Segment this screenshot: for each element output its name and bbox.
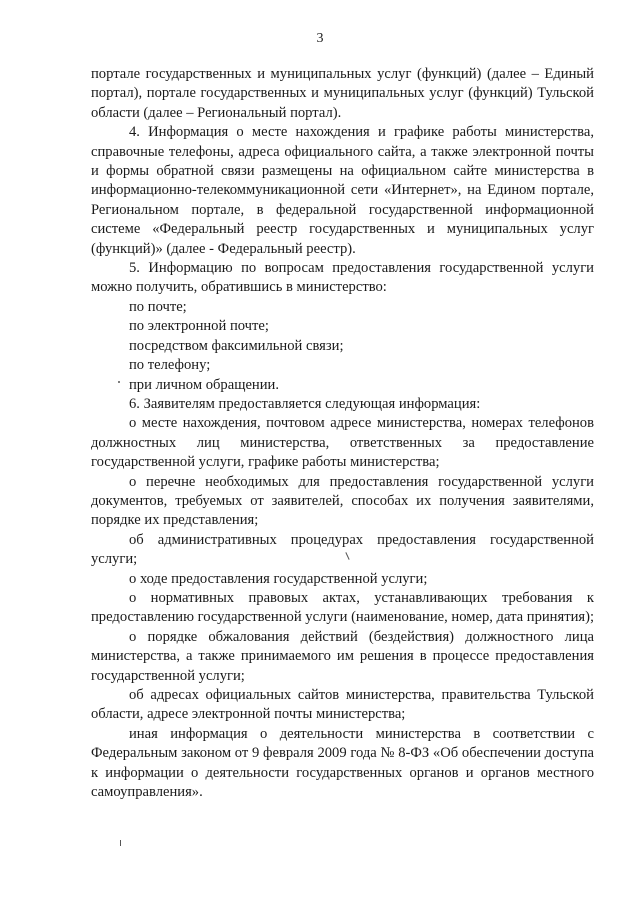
list-item: при личном обращении. — [129, 376, 279, 393]
paragraph: о перечне необходимых для предоставления государственной услуги документов, требуемых от заявителей, способах их получения заявителями, порядке их представления; — [91, 473, 594, 529]
scan-speck — [118, 381, 120, 383]
page-number: 3 — [316, 31, 324, 46]
paragraph: о порядке обжалования действий (бездействия) должностного лица министерства, а также принимаемого им решения в процессе предоставления государственной услуги; — [91, 628, 594, 684]
paragraph: об адресах официальных сайтов министерства, правительства Тульской области, адресе электронной почты министерства; — [91, 687, 594, 723]
paragraph: об административных процедурах предоставления государственной услуги; — [91, 531, 594, 568]
paragraph: 4. Информация о месте нахождения и графике работы министерства, справочные телефоны, адреса официального сайта, а также электронной почты и формы обратной связи размещены на официальном сайте министерства в информационно-телекоммуникационной сети «Интернет», на Едином портале, Региональном портале, в федеральной государственной информационной системе «Федеральный реестр государственных и муниципальных услуг (функций)» (далее - Федеральный реестр). — [91, 124, 594, 257]
list-item: посредством факсимильной связи; — [129, 337, 344, 354]
scan-speck — [120, 840, 121, 846]
paragraph: о месте нахождения, почтовом адресе министерства, номерах телефонов должностных лиц министерства, ответственных за предоставление государственной услуги, графике работы министерства; — [91, 415, 594, 471]
paragraph: о ходе предоставления государственной услуги; — [129, 570, 428, 587]
document-body — [91, 65, 594, 802]
list-item: по почте; — [129, 298, 187, 315]
paragraph: порталe государственных и муниципальных услуг (функций) (далее – Единый портал), портале государственных и муниципальных услуг (функций) Тульской области (далее – Региональный портал). — [91, 66, 594, 121]
paragraph: 6. Заявителям предоставляется следующая информация: — [129, 395, 481, 412]
list-item: по электронной почте; — [129, 318, 269, 335]
paragraph: 5. Информацию по вопросам предоставления государственной услуги можно получить, обратившись в министерство: — [91, 260, 594, 296]
paragraph: иная информация о деятельности министерства в соответствии с Федеральным законом от 9 февраля 2009 года № 8-ФЗ «Об обеспечении доступа к информации о деятельности государственных органов и органов местного самоуправления». — [91, 725, 594, 801]
paragraph: о нормативных правовых актах, устанавливающих требования к предоставлению государственной услуги (наименование, номер, дата принятия); — [91, 589, 595, 626]
list-item: по телефону; — [129, 357, 211, 374]
